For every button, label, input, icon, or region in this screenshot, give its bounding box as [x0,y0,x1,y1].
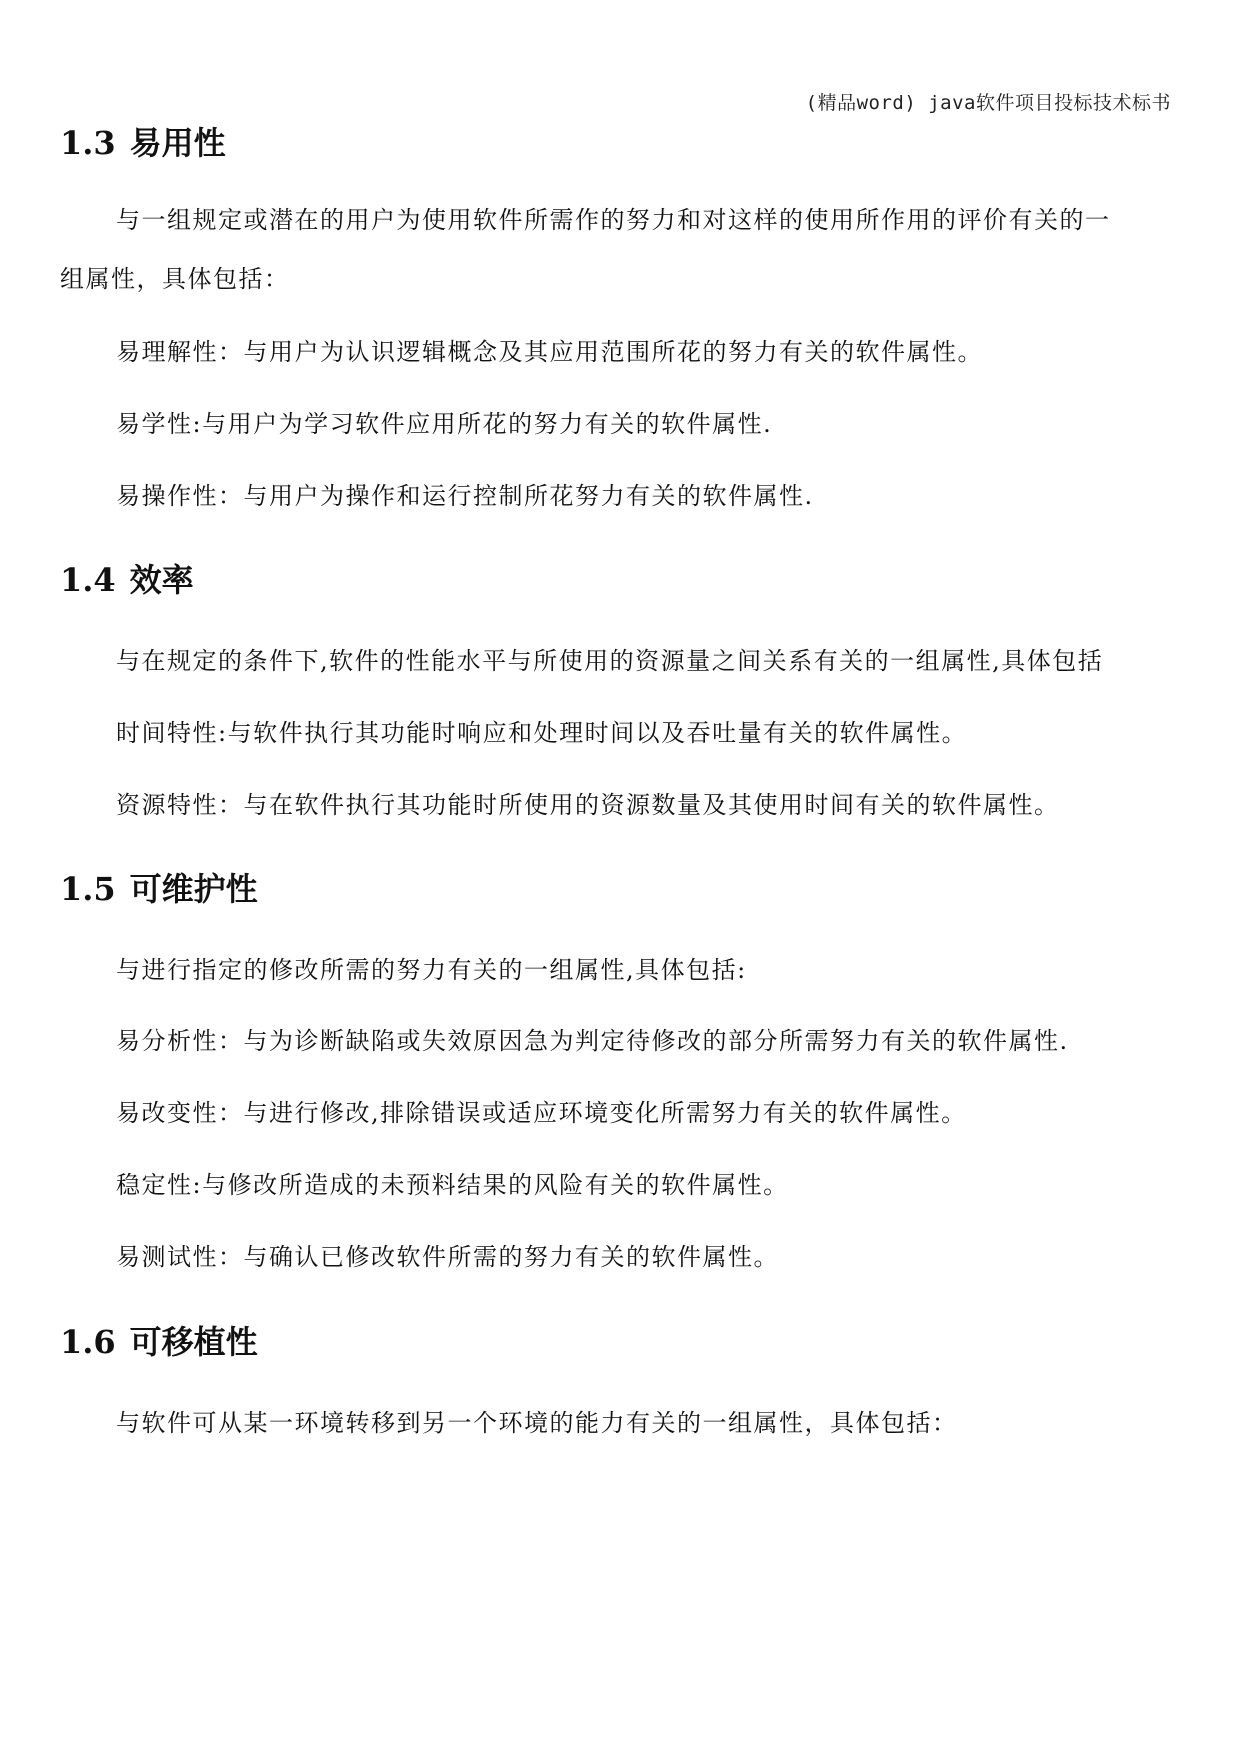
section-heading-1-3 [60,118,226,164]
list-item: 易分析性：与为诊断缺陷或失效原因急为判定待修改的部分所需努力有关的软件属性. [116,1027,1069,1055]
section-heading-1-4 [60,555,194,601]
section-number: 1.4 [60,561,116,599]
section-intro-line1: 与一组规定或潜在的用户为使用软件所需作的努力和对这样的使用所作用的评价有关的一 [116,206,1111,234]
list-item: 易测试性：与确认已修改软件所需的努力有关的软件属性。 [116,1243,779,1271]
page-header: (精品word) java软件项目投标技术标书 [805,92,1171,114]
list-item: 易改变性：与进行修改,排除错误或适应环境变化所需努力有关的软件属性。 [116,1099,967,1127]
list-item: 时间特性:与软件执行其功能时响应和处理时间以及吞吐量有关的软件属性。 [116,719,968,747]
section-heading-1-5 [60,864,258,910]
section-intro: 与在规定的条件下,软件的性能水平与所使用的资源量之间关系有关的一组属性,具体包括 [116,647,1104,675]
section-title: 可维护性 [129,870,258,908]
section-intro-line2: 组属性，具体包括： [60,265,290,293]
list-item: 稳定性:与修改所造成的未预料结果的风险有关的软件属性。 [116,1171,789,1199]
section-title: 易用性 [129,124,226,162]
section-number: 1.5 [60,870,116,908]
section-intro: 与软件可从某一环境转移到另一个环境的能力有关的一组属性，具体包括： [116,1409,958,1437]
section-number: 1.6 [60,1323,116,1361]
list-item: 资源特性：与在软件执行其功能时所使用的资源数量及其使用时间有关的软件属性。 [116,791,1060,819]
list-item: 易学性:与用户为学习软件应用所花的努力有关的软件属性. [116,410,773,438]
section-intro: 与进行指定的修改所需的努力有关的一组属性,具体包括: [116,956,747,984]
section-title: 效率 [129,561,194,599]
list-item: 易理解性：与用户为认识逻辑概念及其应用范围所花的努力有关的软件属性。 [116,338,983,366]
section-heading-1-6 [60,1317,258,1363]
section-title: 可移植性 [129,1323,258,1361]
section-number: 1.3 [60,124,116,162]
list-item: 易操作性：与用户为操作和运行控制所花努力有关的软件属性. [116,482,814,510]
